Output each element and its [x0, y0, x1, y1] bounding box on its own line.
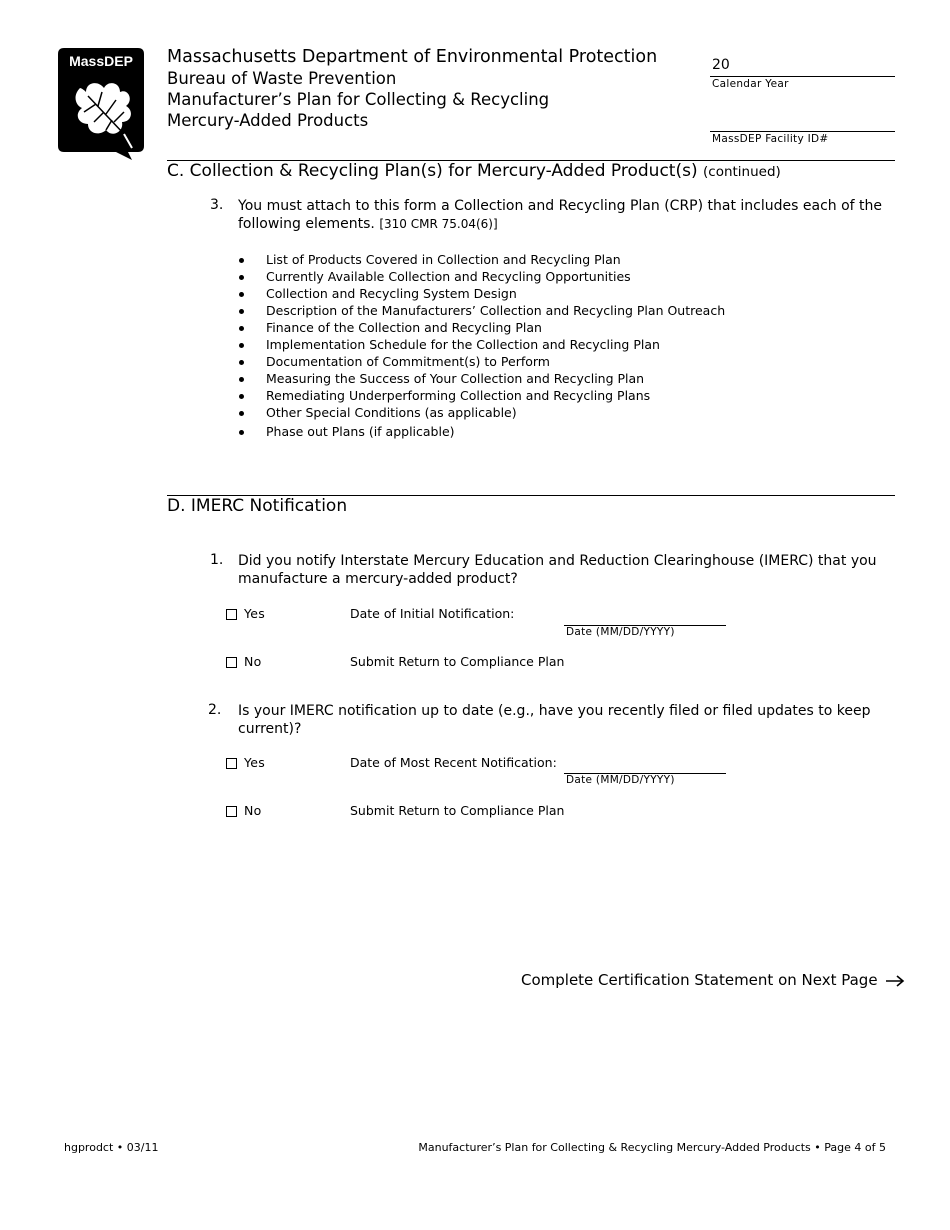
list-item: List of Products Covered in Collection and Recycling Plan — [236, 251, 725, 268]
list-item: Phase out Plans (if applicable) — [236, 423, 725, 440]
q3-number: 3. — [210, 197, 224, 213]
list-item: Other Special Conditions (as applicable) — [236, 404, 725, 421]
q2-date-field-label: Date of Most Recent Notification: — [350, 755, 557, 770]
bullet-icon — [239, 258, 244, 263]
crp-elements-list — [236, 251, 725, 440]
section-c-heading: C. Collection & Recycling Plan(s) for Mercury-Added Product(s) (continued) — [167, 161, 781, 181]
q1-no-instruction: Submit Return to Compliance Plan — [350, 654, 565, 669]
list-item: Description of the Manufacturers’ Collection and Recycling Plan Outreach — [236, 302, 725, 319]
list-item: Documentation of Commitment(s) to Perform — [236, 353, 725, 370]
footer-form-code: hgprodct • 03/11 — [64, 1141, 159, 1154]
q2-yes-label: Yes — [244, 755, 266, 770]
massdep-logo — [58, 48, 144, 160]
q3-citation: [310 CMR 75.04(6)] — [379, 217, 498, 231]
q2-yes-checkbox[interactable] — [226, 758, 237, 769]
bullet-icon — [239, 343, 244, 348]
q1-yes-checkbox[interactable] — [226, 609, 237, 620]
footer-page-info: Manufacturer’s Plan for Collecting & Recycling Mercury-Added Products • Page 4 of 5 — [418, 1141, 886, 1154]
q1-yes-label: Yes — [244, 606, 266, 621]
svg-text:MassDEP: MassDEP — [69, 53, 133, 69]
section-d-heading: D. IMERC Notification — [167, 496, 348, 516]
q1-text: Did you notify Interstate Mercury Education and Reduction Clearinghouse (IMERC) that you manufacture a mercury-added product? — [238, 553, 877, 587]
q1-number: 1. — [210, 552, 224, 568]
q1-date-caption: Date (MM/DD/YYYY) — [566, 626, 675, 638]
arrow-right-icon — [885, 975, 905, 987]
calendar-year-field[interactable]: 20 — [712, 57, 730, 73]
list-item: Currently Available Collection and Recycling Opportunities — [236, 268, 725, 285]
q1-no-checkbox[interactable] — [226, 657, 237, 668]
bullet-icon — [239, 411, 244, 416]
list-item: Finance of the Collection and Recycling Plan — [236, 319, 725, 336]
list-item: Remediating Underperforming Collection and Recycling Plans — [236, 387, 725, 404]
bureau-name: Bureau of Waste Prevention — [167, 69, 397, 88]
list-item: Measuring the Success of Your Collection and Recycling Plan — [236, 370, 725, 387]
q2-no-label: No — [244, 803, 262, 818]
list-item: Collection and Recycling System Design — [236, 285, 725, 302]
bullet-icon — [239, 360, 244, 365]
q2-date-caption: Date (MM/DD/YYYY) — [566, 774, 675, 786]
form-title-line1: Manufacturer’s Plan for Collecting & Recycling — [167, 90, 550, 109]
calendar-year-label: Calendar Year — [712, 78, 789, 90]
bullet-icon — [239, 275, 244, 280]
form-title-line2: Mercury-Added Products — [167, 111, 369, 130]
q3-text: You must attach to this form a Collection and Recycling Plan (CRP) that includes each of the following elements. [310 CMR 75.04(6)] — [238, 198, 883, 232]
q2-number: 2. — [208, 702, 222, 718]
q2-text: Is your IMERC notification up to date (e.g., have you recently filed or filed updates to keep current)? — [238, 703, 871, 737]
q2-no-checkbox[interactable] — [226, 806, 237, 817]
list-item: Implementation Schedule for the Collection and Recycling Plan — [236, 336, 725, 353]
agency-name: Massachusetts Department of Environmental Protection — [167, 47, 658, 67]
bullet-icon — [239, 394, 244, 399]
bullet-icon — [239, 292, 244, 297]
bullet-icon — [239, 430, 244, 435]
form-header — [167, 47, 657, 131]
bullet-icon — [239, 309, 244, 314]
bullet-icon — [239, 377, 244, 382]
facility-id-label: MassDEP Facility ID# — [712, 133, 829, 145]
bullet-icon — [239, 326, 244, 331]
q1-date-field-label: Date of Initial Notification: — [350, 606, 515, 621]
calendar-year-underline — [710, 76, 895, 77]
facility-id-field[interactable] — [710, 131, 895, 132]
q1-no-label: No — [244, 654, 262, 669]
q2-no-instruction: Submit Return to Compliance Plan — [350, 803, 565, 818]
next-page-note: Complete Certification Statement on Next Page — [521, 971, 905, 989]
continued-label: (continued) — [703, 164, 781, 180]
